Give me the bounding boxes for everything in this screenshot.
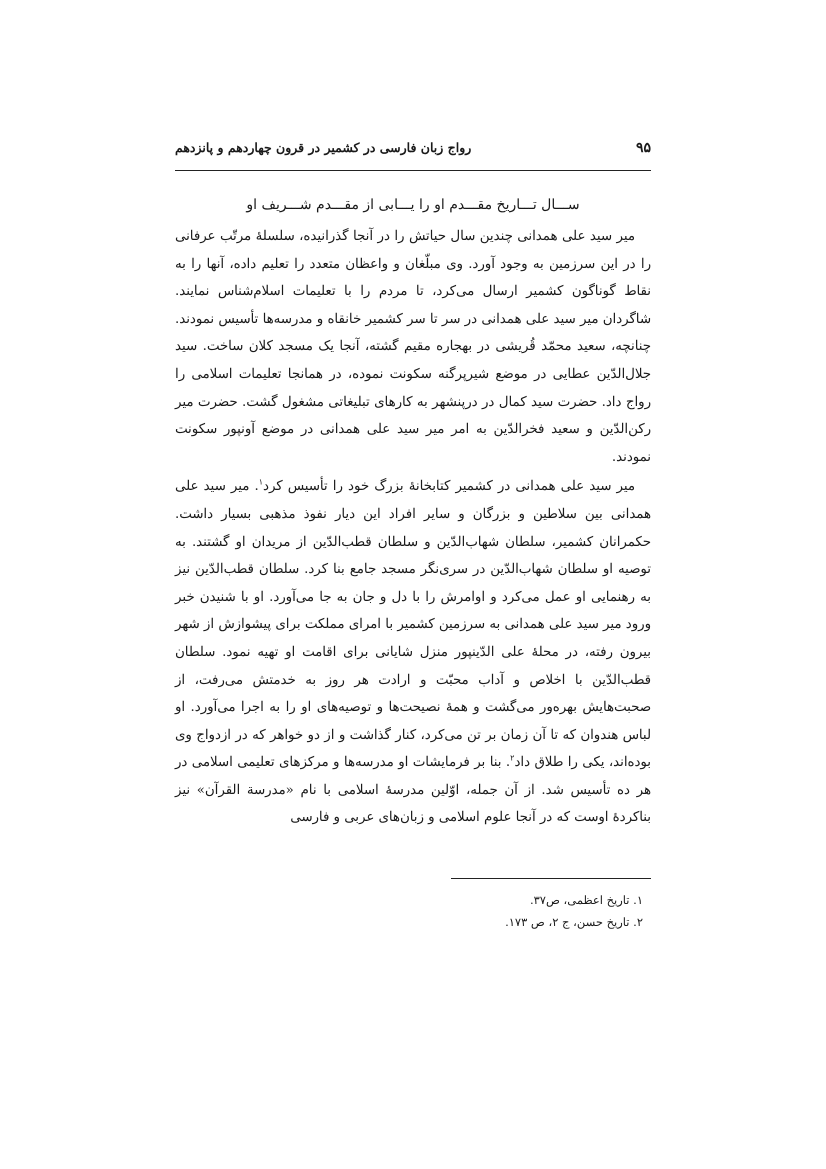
footnote-ref-2[interactable]: ۲ xyxy=(510,753,515,763)
page-number: ۹۵ xyxy=(635,140,651,156)
footnotes xyxy=(175,889,651,933)
footnote-2: ۲. تاریخ حسن، ج ۲، ص ۱۷۳. xyxy=(505,915,643,930)
book-page xyxy=(175,140,651,933)
footnote-ref-1[interactable]: ۱ xyxy=(258,477,264,487)
verse-line: ســـال تـــاریخ مقـــدم او را یـــابی از مقـــدم شـــریف او xyxy=(246,197,580,213)
running-header xyxy=(175,140,651,164)
footnote-rule xyxy=(451,878,651,879)
running-title: رواج زبان فارسی در کشمیر در قرون چهاردهم و پانزدهم xyxy=(175,140,472,155)
paragraph-1: میر سید علی همدانی چندین سال حیاتش را در آنجا گذرانیده، سلسلهٔ مرتّب عرفانی را در این سرزمین به وجود آورد. وی مبلّغان و واعظان متعدد را تعلیم داده، آنها را به نقاط گوناگون کشمیر ارسال می‌کرد، تا مردم را با تعلیمات اسلام‌شناس نمایند. شاگردان میر سید علی همدانی در سر تا سر کشمیر خانقاه و مدرسه‌ها تأسیس نمودند. چنانچه، سعید محمّد قُریشی در بهجاره مقیم گشته، آنجا یک مسجد کلان ساخت. سید جلال‌الدّین عطایی در موضع شیرپرگنه سکونت نموده، در همانجا تعلیمات اسلامی را رواج داد. حضرت سید کمال در درپنشهر به کارهای تبلیغاتی مشغول گشت. حضرت میر رکن‌الدّین و سعید فخرالدّین به امر میر سید علی همدانی در موضع آونپور سکونت نمودند. xyxy=(175,229,651,465)
body-text xyxy=(175,223,651,832)
header-rule xyxy=(175,170,651,171)
paragraph-2 xyxy=(175,473,651,832)
paragraph-2-part-1: میر سید علی همدانی در کشمیر کتابخانهٔ بزرگ خود را تأسیس کرد xyxy=(263,479,635,495)
footnote-1: ۱. تاریخ اعظمی، ص۳۷. xyxy=(529,893,643,908)
paragraph-2-part-3: . بنا بر فرمایشات او مدرسه‌ها و مرکزهای تعلیمی اسلامی در هر ده تأسیس شد. از آن جمله، اوّلین مدرسهٔ اسلامی با نام «مدرسة القرآن» نیز بناکردهٔ اوست که در آنجا علوم اسلامی و زبان‌های عربی و فارسی xyxy=(175,755,651,826)
paragraph-2-part-2: . میر سید علی همدانی بین سلاطین و بزرگان و سایر افراد این دیار نفوذ مذهبی بسیار داشت. حکمرانان کشمیر، سلطان شهاب‌الدّین و سلطان قطب‌الدّین از مریدان او گشتند. به توصیه او سلطان شهاب‌الدّین در سری‌نگر مسجد جامع بنا کرد. سلطان قطب‌الدّین نیز به رهنمایی او عمل می‌کرد و اوامرش را با دل و جان به جا می‌آورد. او با شنیدن خبر ورود میر سید علی همدانی به سرزمین کشمیر با امرای مملکت برای پیشوازش از شهر بیرون رفته، در محلهٔ علی الدّینپور منزل شایانی برای اقامت او تهیه نمود. سلطان قطب‌الدّین با اخلاص و آداب محبّت و ارادت هر روز به خدمتش می‌رفت، از صحبت‌هایش بهره‌ور می‌گشت و همهٔ نصیحت‌ها و توصیه‌های او را به اجرا می‌آورد. او لباس هندوان که تا آن زمان بر تن می‌کرد، کنار گذاشت و از دو خواهر که در ازدواج وی بوده‌اند، یکی را طلاق داد xyxy=(175,479,651,771)
